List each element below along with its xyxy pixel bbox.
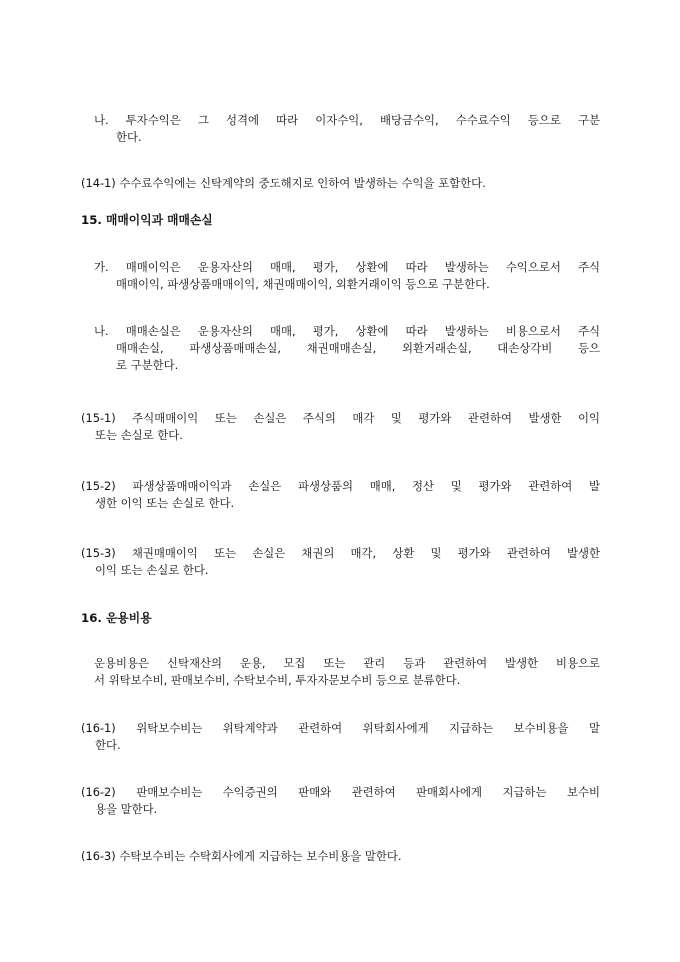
paragraph-14-1 [81,175,621,192]
section-heading-15: 15. 매매이익과 매매손실 [81,213,213,227]
text-line: (16-3) 수탁보수비는 수탁회사에게 지급하는 보수비용을 말한다. [81,849,402,863]
item-15-na [94,323,600,374]
text-line: 가. 매매이익은 운용자산의 매매, 평가, 상환에 따라 발생하는 수익으로서 주식 [94,260,600,274]
text-line: 로 구분한다. [116,358,179,373]
paragraph-15-2 [81,478,600,512]
text-line: (15-2) 파생상품매매이익과 손실은 파생상품의 매매, 정산 및 평가와 관련하여 발 [81,479,600,493]
item-15-ga [94,259,600,293]
text-line: 서 위탁보수비, 판매보수비, 수탁보수비, 투자자문보수비 등으로 분류한다. [94,673,461,688]
text-line: 한다. [116,130,142,145]
section-heading-16: 16. 운용비용 [81,611,152,625]
text-line: 용을 말한다. [95,802,158,817]
text-line: (16-2) 판매보수비는 수익증권의 판매와 관련하여 판매회사에게 지급하는 보수비 [81,785,600,799]
text-line: (16-1) 위탁보수비는 위탁계약과 관련하여 위탁회사에게 지급하는 보수비용을 말 [81,721,600,735]
text-line: (15-3) 채권매매이익 또는 손실은 채권의 매각, 상환 및 평가와 관련하여 발생한 [81,546,600,560]
text-line: (14-1) 수수료수익에는 신탁계약의 중도해지로 인하여 발생하는 수익을 포함한다. [81,176,486,190]
text-line: 이익 또는 손실로 한다. [95,563,209,578]
item-14-na [94,112,600,146]
text-line: 한다. [95,738,121,753]
text-line: 생한 이익 또는 손실로 한다. [95,496,235,511]
text-line: 매매이익, 파생상품매매이익, 채권매매이익, 외환거래이익 등으로 구분한다. [116,277,490,292]
text-line: 또는 손실로 한다. [95,428,183,443]
paragraph-16 [94,655,600,689]
paragraph-16-2 [81,784,600,818]
text-line: 운용비용은 신탁재산의 운용, 모집 또는 관리 등과 관련하여 발생한 비용으로 [94,656,600,670]
text-line: 나. 매매손실은 운용자산의 매매, 평가, 상환에 따라 발생하는 비용으로서 주식 [94,324,600,338]
paragraph-16-3 [81,848,621,865]
text-line: 매매손실, 파생상품매매손실, 채권매매손실, 외환거래손실, 대손상각비 등으 [116,341,600,356]
paragraph-15-3 [81,545,600,579]
text-line: (15-1) 주식매매이익 또는 손실은 주식의 매각 및 평가와 관련하여 발생한 이익 [81,411,600,425]
paragraph-16-1 [81,720,600,754]
text-line: 나. 투자수익은 그 성격에 따라 이자수익, 배당금수익, 수수료수익 등으로 구분 [94,113,600,127]
paragraph-15-1 [81,410,600,444]
